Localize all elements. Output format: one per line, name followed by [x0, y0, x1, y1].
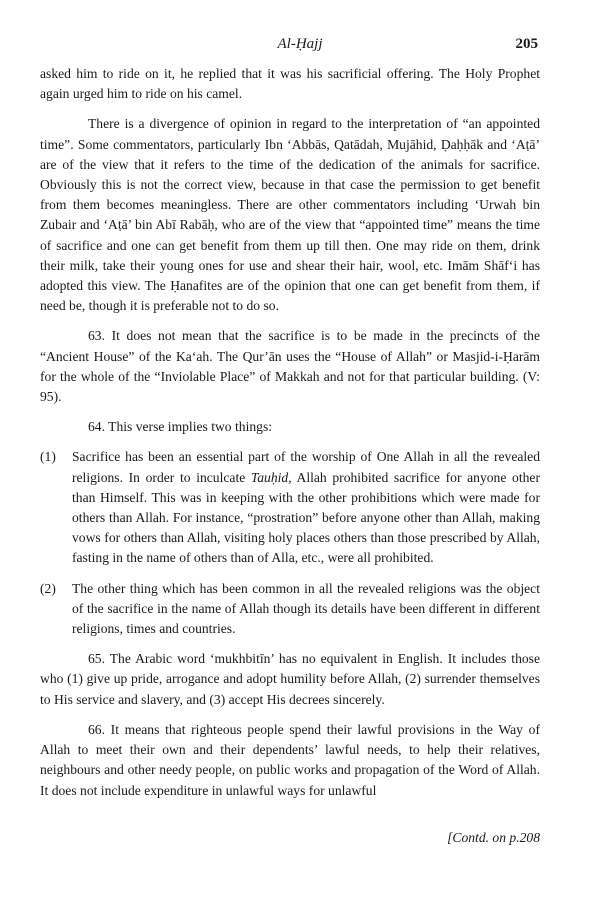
- note-64: 64. This verse implies two things:: [88, 419, 273, 435]
- running-title: Al-Ḥajj: [277, 36, 323, 52]
- list-text: Sacrifice has been an essential part of the worship of One Allah in all the revealed religions. In order to inculcate Tauḥid, Allah prohibited sacrifice for anyone other than Himself. This was in keeping with the other prohibitions which were made for others than Allah. For instance, “prostration” before anyone other than Allah, making vows for others than Allah, visiting holy places others than those prescribed by Allah, fasting in the name of others than of Alla, etc., were all prohibited.: [72, 449, 540, 566]
- list-item: [40, 447, 540, 568]
- page-body: [40, 64, 540, 811]
- list-text: The other thing which has been common in all the revealed religions was the object of the sacrifice in the name of Allah though its details have been different in different religions, times and countries.: [72, 580, 540, 637]
- note-63: 63. It does not mean that the sacrifice is to be made in the precincts of the “Ancient House” of the Ka‘ah. The Qur’ān uses the “House of Allah” or Masjid-i-Ḥarām for the whole of the “Inviolable Place” of Makkah and not for that particular building. (V: 95).: [40, 328, 540, 405]
- list-item: [40, 579, 540, 640]
- paragraph-appointed-time: There is a divergence of opinion in regard to the interpretation of “an appointed time”. Some commentators, particularly Ibn ‘Abbās, Qatādah, Mujāhid, Ḍaḥḥāk and ‘Aṭā’ are of the view that it refers to the time of the dedication of the animals for sacrifice. Obviously this is not the correct view, because in that case the permission to get benefit from them becomes meaningless. There are other commentators including ‘Urwah bin Zubair and ‘Aṭā’ bin Abī Rabāḥ, who are of the view that “appointed time” means the time of sacrifice and one can get benefit from them up till then. One may ride on them, drink their milk, take their young ones for use and shear their hair, wool, etc. Imām Shāf‘i has adopted this view. The Ḥanafites are of the opinion that one can get benefit from them, if need be, though it is preferable not to do so.: [40, 116, 540, 314]
- page-header: [0, 36, 600, 58]
- page-number: 205: [515, 36, 538, 52]
- note-65: 65. The Arabic word ‘mukhbitīn’ has no equivalent in English. It includes those who (1) give up pride, arrogance and adopt humility before Allah, (2) surrender themselves to His service and slavery, and (3) accept His decrees sincerely.: [40, 651, 540, 707]
- list-number: (2): [40, 580, 56, 596]
- paragraph-continuation: asked him to ride on it, he replied that it was his sacrificial offering. The Holy Prophet again urged him to ride on his camel.: [40, 66, 540, 102]
- emphasis-tauhid: Tauḥid,: [250, 469, 292, 485]
- continued-note: [Contd. on p.208: [447, 830, 540, 845]
- list-number: (1): [40, 449, 56, 465]
- note-66: 66. It means that righteous people spend their lawful provisions in the Way of Allah to meet their own and their dependents’ lawful needs, to help their relatives, neighbours and other needy people, on public works and propagation of the Word of Allah. It does not include expenditure in unlawful ways for unlawful: [40, 721, 540, 798]
